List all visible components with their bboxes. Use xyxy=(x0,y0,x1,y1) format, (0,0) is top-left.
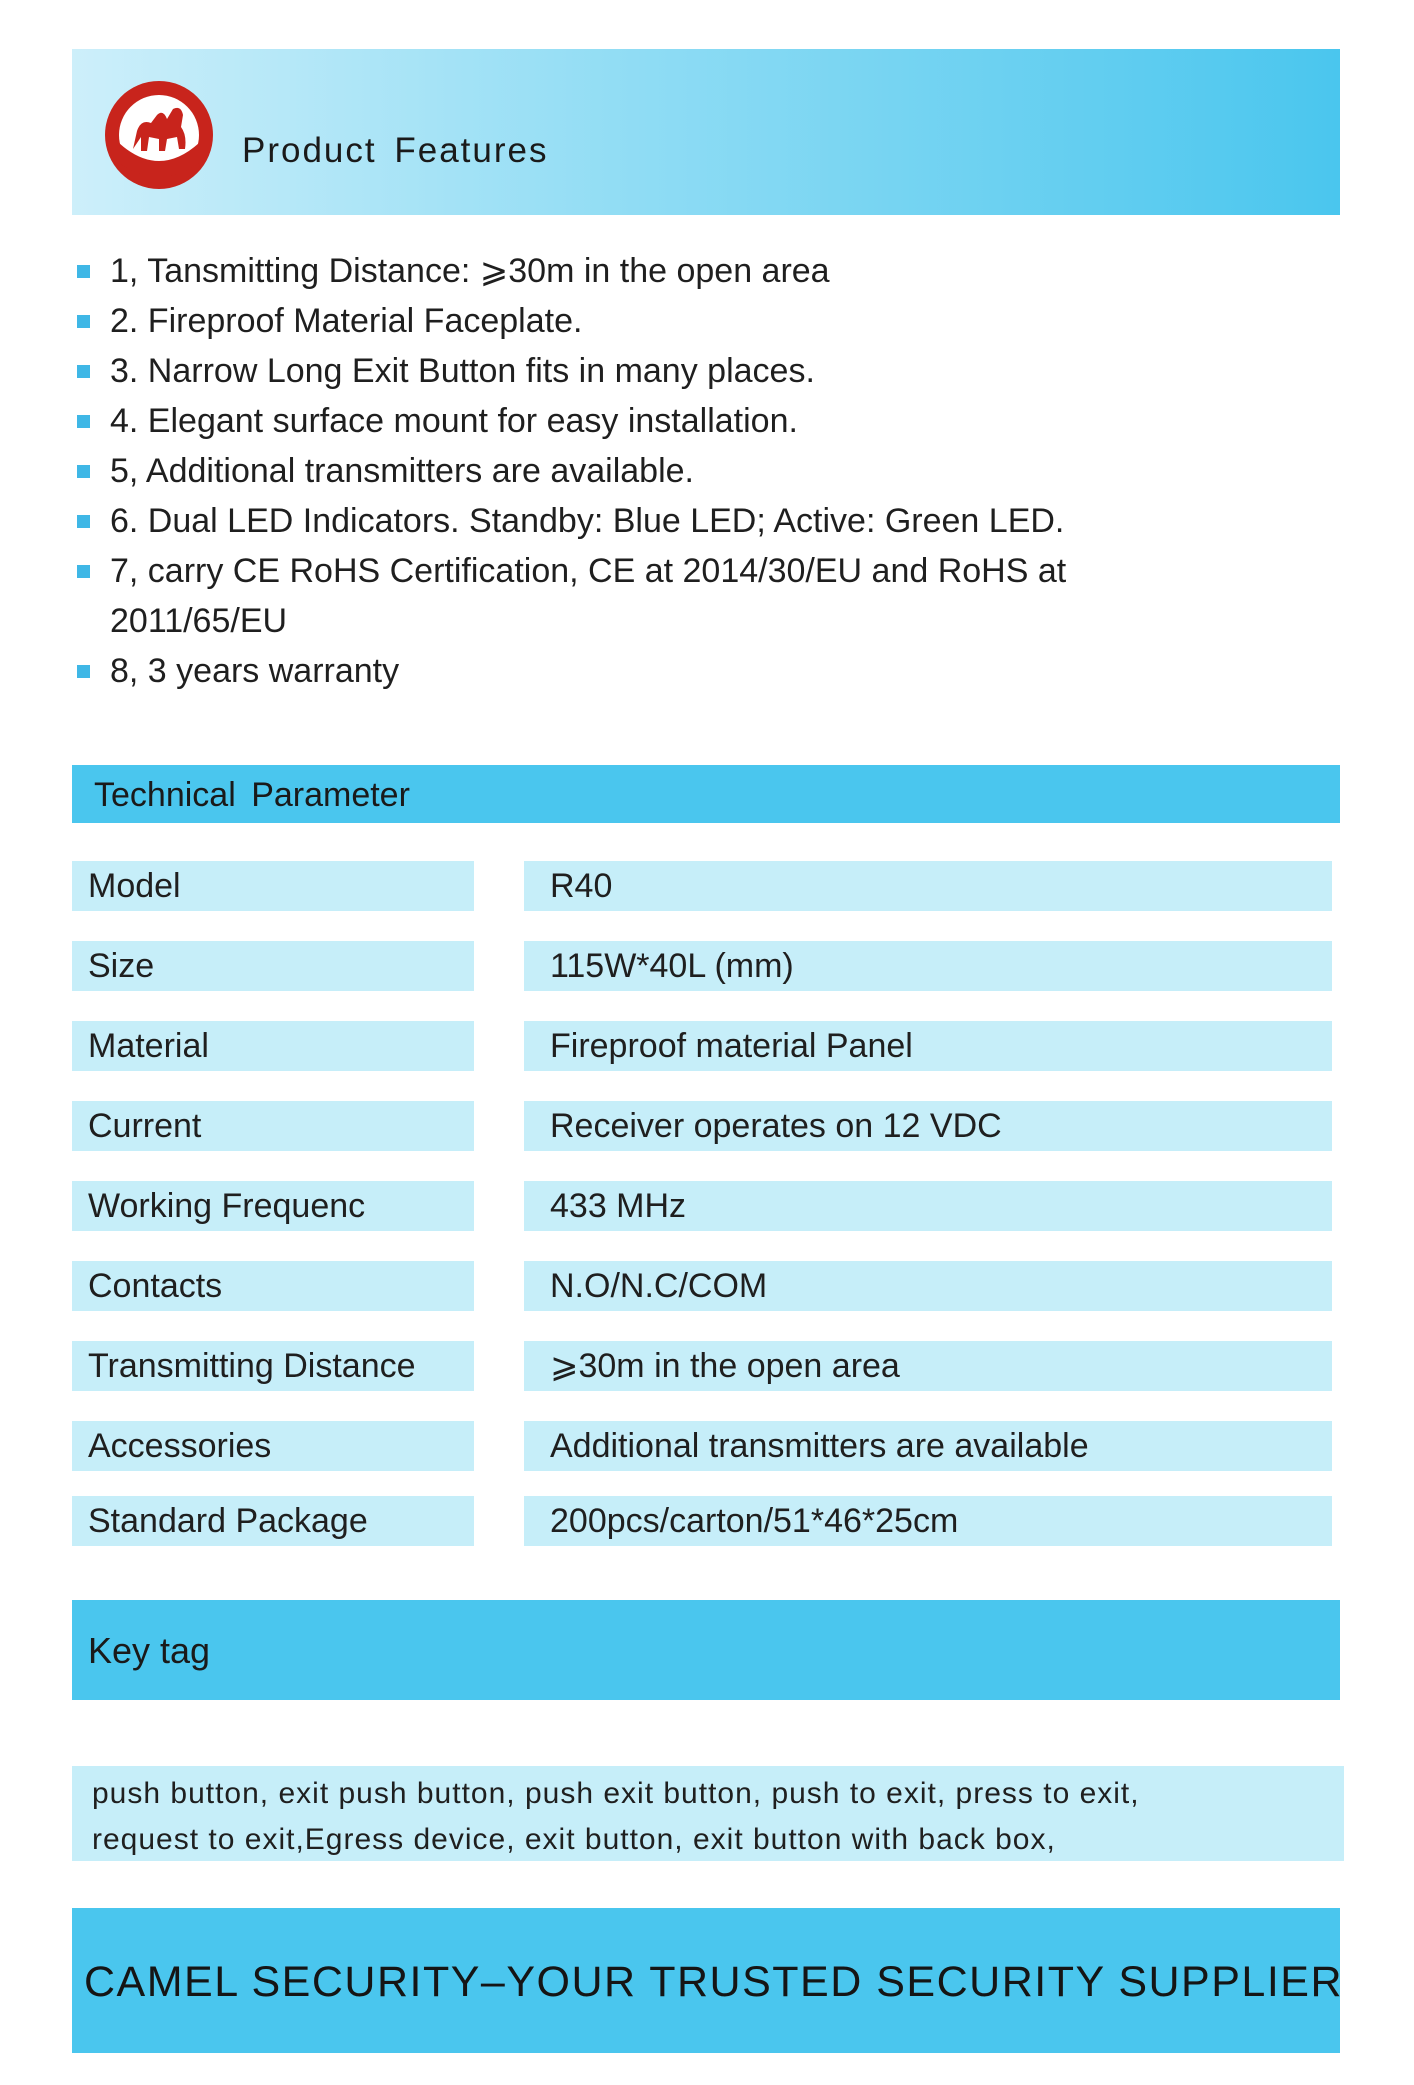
square-bullet-icon xyxy=(77,265,90,278)
list-item: 3. Narrow Long Exit Button fits in many places. xyxy=(72,346,1332,396)
footer-slogan-banner xyxy=(72,1908,1344,2053)
keywords-line: push button, exit push button, push exit button, push to exit, press to exit, xyxy=(92,1777,1140,1810)
square-bullet-icon xyxy=(77,365,90,378)
param-value: Fireproof material Panel xyxy=(524,1021,1332,1071)
square-bullet-icon xyxy=(77,315,90,328)
keywords-line: request to exit,Egress device, exit button, exit button with back box, xyxy=(92,1823,1056,1856)
list-item: 7, carry CE RoHS Certification, CE at 2014/30/EU and RoHS at xyxy=(72,546,1332,596)
square-bullet-icon xyxy=(77,465,90,478)
param-value: ⩾30m in the open area xyxy=(524,1341,1332,1391)
param-label: Material xyxy=(72,1021,474,1071)
list-item: 4. Elegant surface mount for easy installation. xyxy=(72,396,1332,446)
param-value: 433 MHz xyxy=(524,1181,1332,1231)
list-item: 6. Dual LED Indicators. Standby: Blue LED; Active: Green LED. xyxy=(72,496,1332,546)
param-label: Contacts xyxy=(72,1261,474,1311)
square-bullet-icon xyxy=(77,565,90,578)
param-value: R40 xyxy=(524,861,1332,911)
product-features-title: Product Features xyxy=(242,131,549,170)
technical-parameter-header xyxy=(72,765,1340,823)
list-item: 5, Additional transmitters are available. xyxy=(72,446,1332,496)
list-item: 1, Tansmitting Distance: ⩾30m in the open area xyxy=(72,246,1332,296)
list-item: 2. Fireproof Material Faceplate. xyxy=(72,296,1332,346)
param-label: Transmitting Distance xyxy=(72,1341,474,1391)
param-label: Standard Package xyxy=(72,1496,474,1546)
key-tag-title: Key tag xyxy=(88,1630,211,1671)
camel-logo-icon xyxy=(103,79,215,191)
param-label: Current xyxy=(72,1101,474,1151)
key-tag-header xyxy=(72,1600,1340,1700)
list-item: 8, 3 years warranty xyxy=(72,646,1332,696)
param-value: Receiver operates on 12 VDC xyxy=(524,1101,1332,1151)
footer-slogan: CAMEL SECURITY–YOUR TRUSTED SECURITY SUPPLIER xyxy=(84,1958,1344,2006)
param-label: Model xyxy=(72,861,474,911)
list-item-continuation: 2011/65/EU xyxy=(110,602,288,640)
technical-parameter-title: Technical Parameter xyxy=(94,776,410,814)
param-label: Accessories xyxy=(72,1421,474,1471)
param-value: N.O/N.C/COM xyxy=(524,1261,1332,1311)
param-value: 200pcs/carton/51*46*25cm xyxy=(524,1496,1332,1546)
key-tag-keywords xyxy=(72,1766,1344,1861)
param-label: Size xyxy=(72,941,474,991)
square-bullet-icon xyxy=(77,415,90,428)
feature-list xyxy=(72,246,1332,696)
square-bullet-icon xyxy=(77,515,90,528)
param-label: Working Frequenc xyxy=(72,1181,474,1231)
square-bullet-icon xyxy=(77,665,90,678)
product-features-header xyxy=(72,49,1340,215)
param-value: Additional transmitters are available xyxy=(524,1421,1332,1471)
param-value: 115W*40L (mm) xyxy=(524,941,1332,991)
